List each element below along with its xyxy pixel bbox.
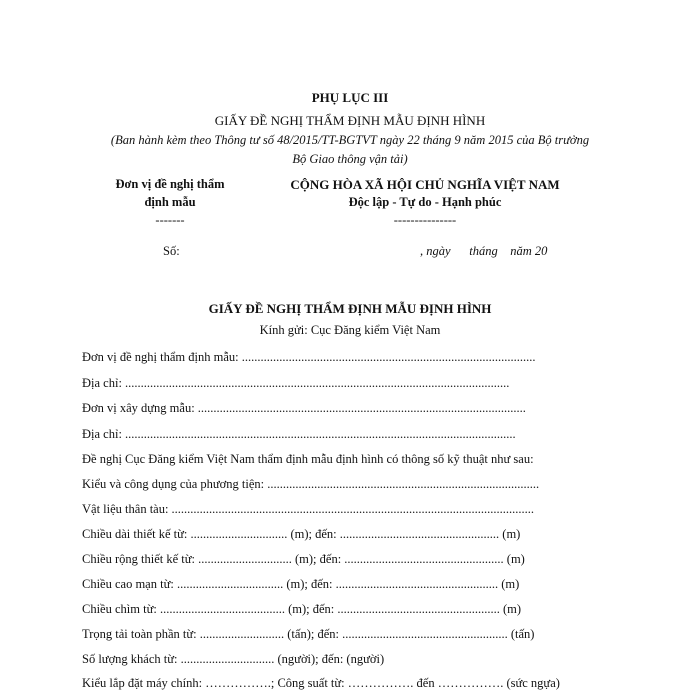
issued-note-line1: (Ban hành kèm theo Thông tư số 48/2015/TT-BGTVT ngày 22 tháng 9 năm 2015 của Bộ trưởng (110, 133, 590, 147)
form-line-vessel-type: Kiểu và công dụng của phương tiện: ....................................................................................... (82, 477, 540, 491)
form-line-length: Chiều dài thiết kế từ: ............................... (m); đến: ................................................... (m) (82, 527, 521, 541)
form-line-builder-address: Địa chỉ: ............................................................................................................................. (82, 427, 516, 441)
document-title: GIẤY ĐỀ NGHỊ THẨM ĐỊNH MẪU ĐỊNH HÌNH (208, 301, 492, 316)
country-name: CỘNG HÒA XÃ HỘI CHỦ NGHĨA VIỆT NAM (290, 177, 560, 192)
form-title: GIẤY ĐỀ NGHỊ THẨM ĐỊNH MẪU ĐỊNH HÌNH (214, 113, 486, 128)
form-line-hull-material: Vật liệu thân tàu: .................................................................................................................... (82, 502, 535, 516)
form-line-breadth: Chiều rộng thiết kế từ: .............................. (m); đến: ................................................... (m) (82, 552, 525, 566)
form-line-draft: Chiều chìm từ: ........................................ (m); đến: .................................................... (m) (82, 602, 522, 616)
national-motto: Độc lập - Tự do - Hạnh phúc (348, 195, 502, 209)
form-line-org: Đơn vị đề nghị thẩm định mẫu: .............................................................................................. (82, 350, 536, 364)
form-line-depth: Chiều cao mạn từ: .................................. (m); đến: .................................................... (m) (82, 577, 520, 591)
left-dashes: ------- (155, 213, 185, 227)
form-line-passengers: Số lượng khách từ: .............................. (người); đến: (người) (82, 652, 385, 666)
number-label: Số: (163, 244, 180, 258)
recipient-line: Kính gửi: Cục Đăng kiểm Việt Nam (259, 323, 441, 337)
form-line-deadweight: Trọng tải toàn phần từ: ........................... (tấn); đến: ..................................................... (tấn) (82, 627, 535, 641)
form-line-engine: Kiểu lắp đặt máy chính: …………….; Công suất từ: ……………. đến ……………. (sức ngựa) (82, 676, 560, 690)
form-line-address: Địa chỉ: ........................................................................................................................... (82, 376, 510, 390)
form-line-request: Đề nghị Cục Đăng kiểm Việt Nam thẩm định mẫu định hình có thông số kỹ thuật như sau: (82, 452, 534, 466)
org-label-line2: định mẫu (144, 195, 196, 209)
org-label-line1: Đơn vị đề nghị thẩm (115, 177, 225, 191)
appendix-title: PHỤ LỤC III (311, 90, 389, 105)
date-line: , ngày tháng năm 20 (420, 244, 548, 258)
right-dashes: --------------- (393, 213, 457, 227)
issued-note-line2: Bộ Giao thông vận tải) (292, 152, 408, 166)
form-line-builder: Đơn vị xây dựng mẫu: ......................................................................................................... (82, 401, 526, 415)
